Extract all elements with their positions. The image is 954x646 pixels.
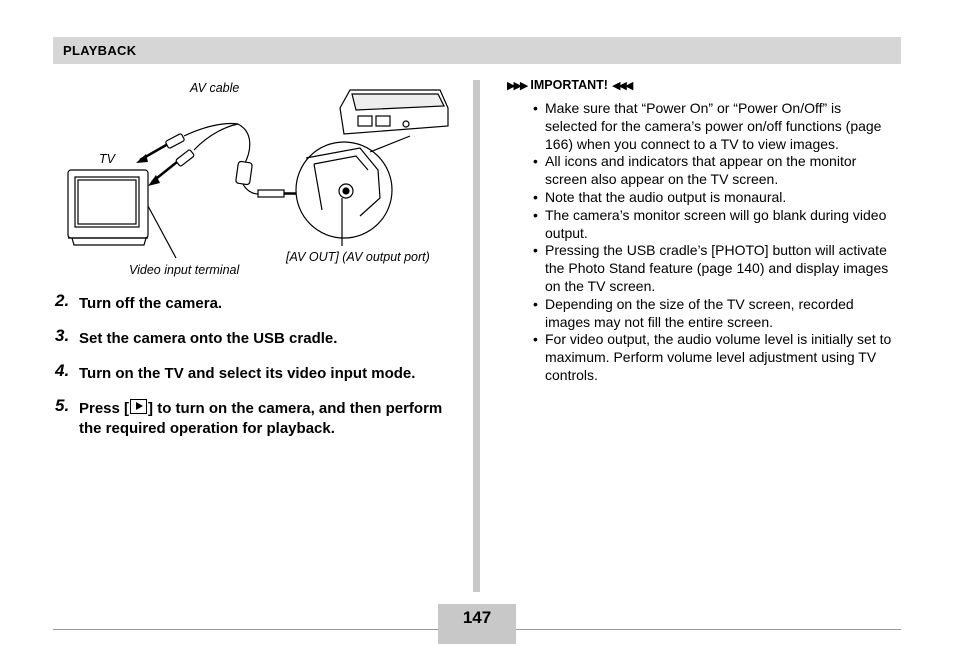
step-5 — [55, 396, 455, 439]
step-3 — [55, 326, 455, 349]
list-item: • Make sure that “Power On” or “Power On/Off” is selected for the camera’s power on/off functions (page 166) when you connect to a TV to view images. — [533, 100, 893, 153]
step-number: 4. — [55, 361, 70, 380]
step-text-after: ] to turn on the camera, and then perform the required operation for playback. — [79, 400, 443, 437]
step-text: Set the camera onto the USB cradle. — [79, 330, 338, 347]
section-title: PLAYBACK — [63, 43, 137, 58]
step-2 — [55, 291, 455, 314]
important-title: IMPORTANT! — [530, 78, 608, 92]
step-4 — [55, 361, 455, 384]
list-item: • Note that the audio output is monaural. — [533, 189, 893, 207]
av-out-port-label: [AV OUT] (AV output port) — [286, 250, 430, 264]
av-cable-label: AV cable — [190, 81, 240, 95]
step-number: 3. — [55, 326, 70, 345]
important-heading — [503, 78, 635, 92]
list-item: • All icons and indicators that appear on the monitor screen also appear on the TV screen. — [533, 153, 893, 189]
step-text: Turn on the TV and select its video input mode. — [79, 365, 416, 382]
steps-list — [55, 291, 455, 454]
step-number: 2. — [55, 291, 70, 310]
list-item: • Pressing the USB cradle’s [PHOTO] button will activate the Photo Stand feature (page 140) and display images on the TV screen. — [533, 242, 893, 295]
step-number: 5. — [55, 396, 70, 415]
important-bullet-list — [533, 100, 893, 385]
list-item: • For video output, the audio volume level is initially set to maximum. Perform volume level adjustment using TV controls. — [533, 331, 893, 384]
step-text-before: Press [ — [79, 400, 130, 417]
column-divider — [473, 80, 480, 592]
list-item: • Depending on the size of the TV screen, recorded images may not fill the entire screen. — [533, 296, 893, 332]
page-number: 147 — [438, 604, 516, 644]
video-input-terminal-label: Video input terminal — [129, 263, 240, 277]
step-text — [79, 399, 455, 439]
list-item: • The camera’s monitor screen will go blank during video output. — [533, 207, 893, 243]
step-text: Turn off the camera. — [79, 295, 223, 312]
play-button-icon — [130, 399, 147, 414]
important-arrows-right-icon: ▶▶▶ — [507, 79, 527, 92]
important-arrows-left-icon: ◀◀◀ — [611, 79, 632, 92]
connection-illustration — [60, 78, 460, 283]
section-header-bar — [53, 37, 901, 64]
tv-label: TV — [99, 152, 115, 166]
